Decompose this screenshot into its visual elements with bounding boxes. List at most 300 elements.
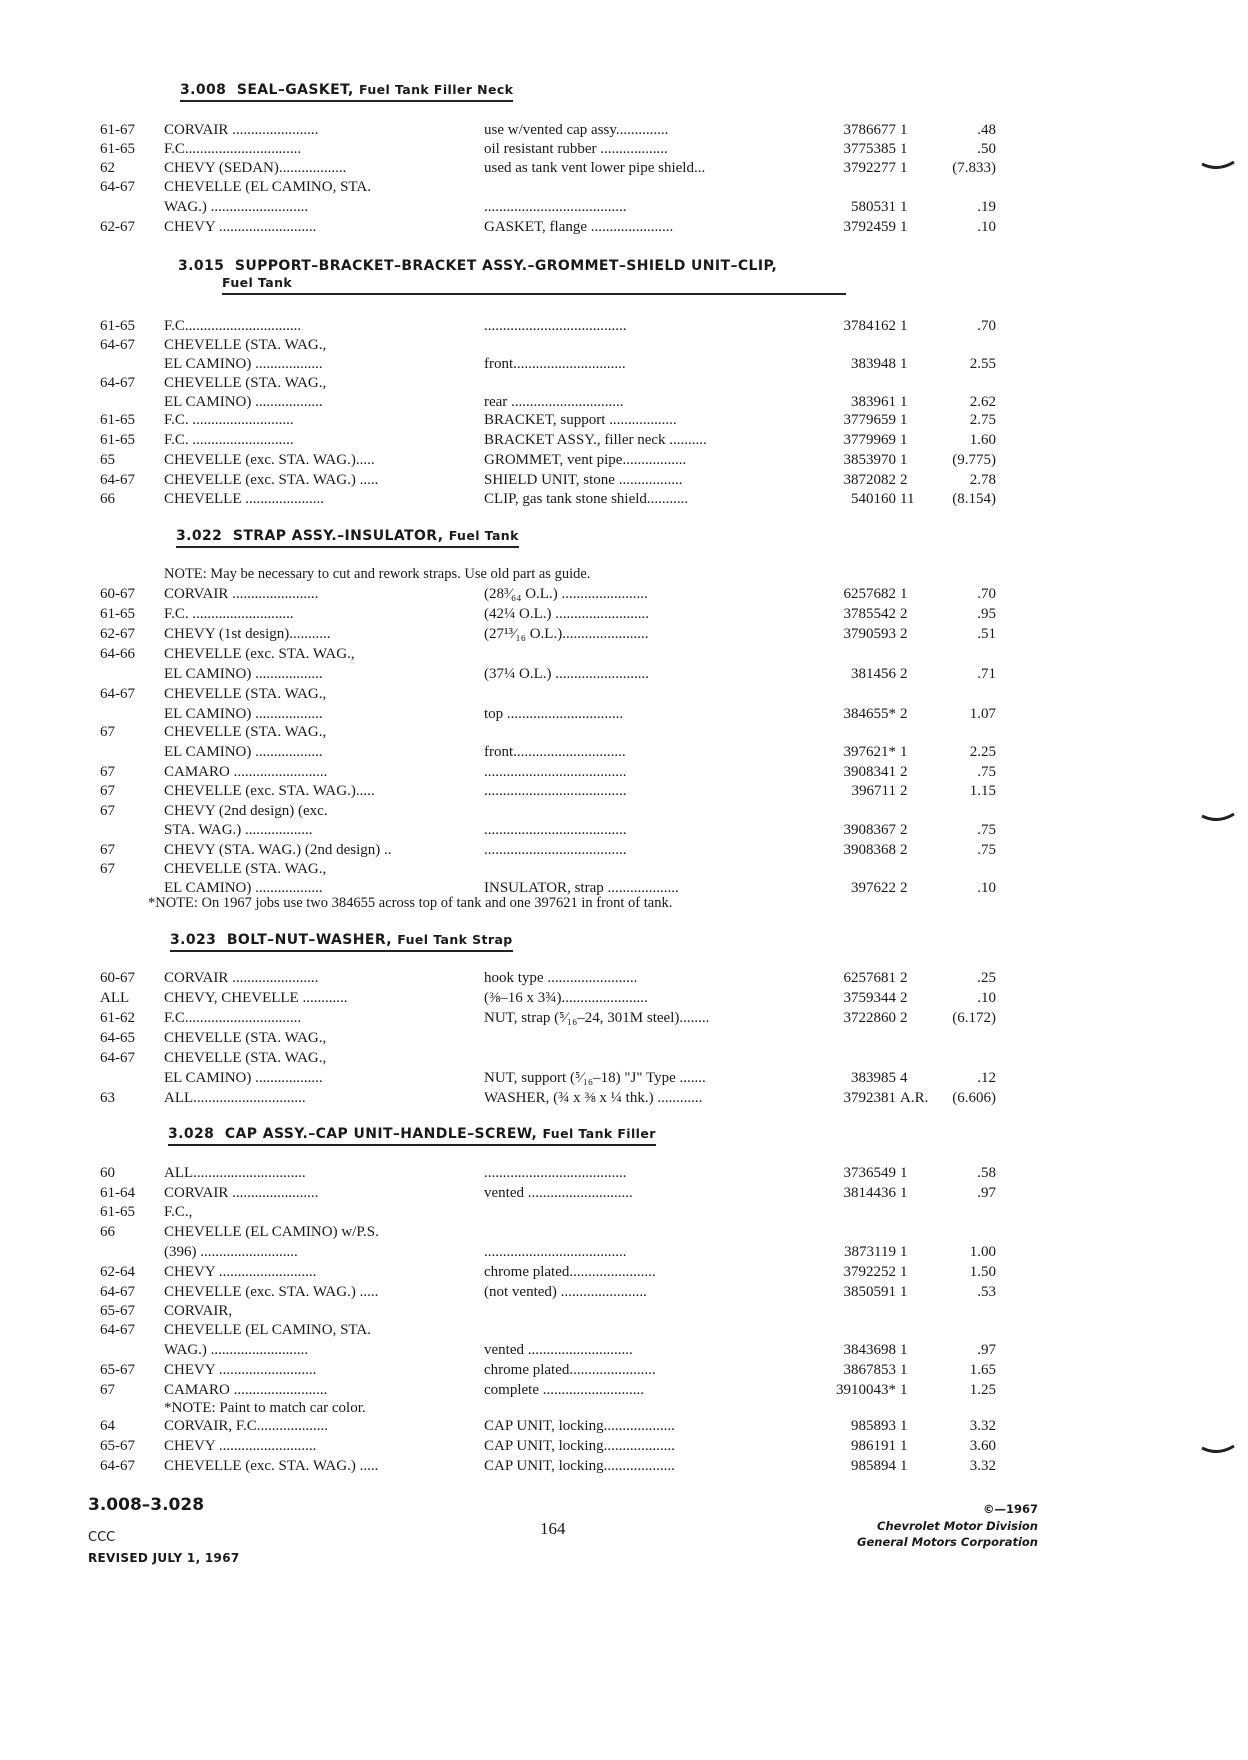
price-cell: .48 <box>977 122 996 138</box>
quantity-cell: 2 <box>900 783 908 799</box>
price-cell: 3.60 <box>969 1438 996 1454</box>
price-cell: (7.833) <box>952 160 996 176</box>
description-cell: (28³⁄₆₄ O.L.) ....................... <box>484 586 648 602</box>
binder-mark-icon <box>1200 160 1236 174</box>
price-cell: 2.62 <box>969 394 996 410</box>
section-title: BOLT–NUT–WASHER, <box>226 932 392 948</box>
page-number: 164 <box>540 1519 566 1538</box>
model-cell: F.C., <box>164 1204 193 1220</box>
description-cell: BRACKET ASSY., filler neck .......... <box>484 432 707 448</box>
table-row <box>0 970 1248 990</box>
year-cell: 63 <box>100 1090 115 1106</box>
model-cell: CHEVELLE (STA. WAG., <box>164 686 327 702</box>
price-cell: 1.50 <box>969 1264 996 1280</box>
table-row <box>0 1342 1248 1362</box>
description-cell: ...................................... <box>484 822 627 838</box>
description-cell: NUT, support (⁵⁄₁₆–18) "J" Type ....... <box>484 1070 706 1086</box>
year-cell: 64-67 <box>100 375 135 391</box>
part-number-cell: 580531 <box>851 199 896 215</box>
price-cell: .53 <box>977 1284 996 1300</box>
table-row <box>0 1400 1248 1420</box>
price-cell: 2.55 <box>969 356 996 372</box>
table-row <box>0 764 1248 784</box>
model-cell: F.C. ........................... <box>164 412 294 428</box>
price-cell: .71 <box>977 666 996 682</box>
model-cell: CHEVELLE (STA. WAG., <box>164 1050 327 1066</box>
price-cell: .19 <box>977 199 996 215</box>
price-cell: 1.07 <box>969 706 996 722</box>
quantity-cell: 2 <box>900 666 908 682</box>
quantity-cell: 2 <box>900 1010 908 1026</box>
part-number-cell: 383948 <box>851 356 896 372</box>
section-number: 3.023 <box>170 932 217 948</box>
model-cell: CHEVELLE (STA. WAG., <box>164 375 327 391</box>
model-cell: CHEVELLE (EL CAMINO) w/P.S. <box>164 1224 379 1240</box>
quantity-cell: 2 <box>900 606 908 622</box>
part-number-cell: 985894 <box>851 1458 896 1474</box>
table-row <box>0 394 1248 414</box>
part-number-cell: 6257682 <box>843 586 896 602</box>
section-header-3-028 <box>168 1126 656 1146</box>
description-cell: (⅜–16 x 3¾)....................... <box>484 990 648 1006</box>
price-cell: (8.154) <box>952 491 996 507</box>
quantity-cell: 1 <box>900 1382 908 1398</box>
year-cell: 67 <box>100 783 115 799</box>
year-cell: 61-65 <box>100 412 135 428</box>
year-cell: 65-67 <box>100 1438 135 1454</box>
section-number: 3.015 <box>178 258 225 274</box>
table-row <box>0 822 1248 842</box>
part-number-cell: 397622 <box>851 880 896 896</box>
year-cell: 65 <box>100 452 115 468</box>
part-number-cell: 3792252 <box>843 1264 896 1280</box>
quantity-cell: 1 <box>900 1458 908 1474</box>
part-number-cell: 3850591 <box>843 1284 896 1300</box>
description-cell: ...................................... <box>484 318 627 334</box>
model-cell: CORVAIR, <box>164 1303 233 1319</box>
table-row <box>0 160 1248 180</box>
year-cell: 61-65 <box>100 1204 135 1220</box>
part-number-cell: 3722860 <box>843 1010 896 1026</box>
part-number-cell: 3792381 <box>843 1090 896 1106</box>
year-cell: 67 <box>100 803 115 819</box>
description-cell: (not vented) ....................... <box>484 1284 647 1300</box>
model-cell: F.C............................... <box>164 141 302 157</box>
model-cell: WAG.) .......................... <box>164 1342 309 1358</box>
price-cell: .75 <box>977 764 996 780</box>
model-cell: CHEVELLE (EL CAMINO, STA. <box>164 1322 371 1338</box>
table-row <box>0 586 1248 606</box>
model-cell: EL CAMINO) .................. <box>164 356 323 372</box>
footer-revised-date: REVISED JULY 1, 1967 <box>88 1551 240 1565</box>
description-cell: use w/vented cap assy.............. <box>484 122 669 138</box>
year-cell: 64-65 <box>100 1030 135 1046</box>
table-row <box>0 842 1248 862</box>
year-cell: 61-64 <box>100 1185 135 1201</box>
year-cell: 62-64 <box>100 1264 135 1280</box>
year-cell: 67 <box>100 764 115 780</box>
model-cell: CHEVELLE (STA. WAG., <box>164 861 327 877</box>
section-number: 3.028 <box>168 1126 215 1142</box>
description-cell: CAP UNIT, locking................... <box>484 1418 675 1434</box>
year-cell: 61-67 <box>100 122 135 138</box>
table-row <box>0 1010 1248 1030</box>
price-cell: 1.15 <box>969 783 996 799</box>
quantity-cell: 2 <box>900 842 908 858</box>
description-cell: (37¼ O.L.) ......................... <box>484 666 649 682</box>
year-cell: 65-67 <box>100 1303 135 1319</box>
year-cell: 64 <box>100 1418 115 1434</box>
part-number-cell: 3908341 <box>843 764 896 780</box>
table-row <box>0 1284 1248 1304</box>
part-number-cell: 3736549 <box>843 1165 896 1181</box>
price-cell: 1.60 <box>969 432 996 448</box>
description-cell: hook type ........................ <box>484 970 638 986</box>
description-cell: CAP UNIT, locking................... <box>484 1458 675 1474</box>
quantity-cell: 1 <box>900 1284 908 1300</box>
part-number-cell: 986191 <box>851 1438 896 1454</box>
year-cell: 66 <box>100 1224 115 1240</box>
section-subtitle: Fuel Tank <box>448 528 519 543</box>
model-cell: CORVAIR ....................... <box>164 970 319 986</box>
price-cell: 2.75 <box>969 412 996 428</box>
quantity-cell: 1 <box>900 356 908 372</box>
part-number-cell: 3792277 <box>843 160 896 176</box>
table-row <box>0 122 1248 142</box>
year-cell: 67 <box>100 861 115 877</box>
table-row <box>0 412 1248 432</box>
part-number-cell: 3784162 <box>843 318 896 334</box>
section-header-3-015 <box>178 258 777 276</box>
description-cell: ...................................... <box>484 1165 627 1181</box>
table-row <box>0 1224 1248 1244</box>
quantity-cell: 1 <box>900 452 908 468</box>
quantity-cell: 1 <box>900 1438 908 1454</box>
year-cell: ALL <box>100 990 130 1006</box>
part-number-cell: 3843698 <box>843 1342 896 1358</box>
price-cell: 3.32 <box>969 1458 996 1474</box>
description-cell: rear .............................. <box>484 394 624 410</box>
table-row <box>0 219 1248 239</box>
description-cell: front.............................. <box>484 744 626 760</box>
model-cell: CHEVY .......................... <box>164 1264 317 1280</box>
table-row <box>0 744 1248 764</box>
model-cell: EL CAMINO) .................. <box>164 706 323 722</box>
section-number: 3.022 <box>176 528 223 544</box>
part-number-cell: 3908367 <box>843 822 896 838</box>
model-cell: EL CAMINO) .................. <box>164 666 323 682</box>
quantity-cell: 1 <box>900 160 908 176</box>
year-cell: 61-62 <box>100 1010 135 1026</box>
part-number-cell: 540160 <box>851 491 896 507</box>
quantity-cell: 1 <box>900 394 908 410</box>
model-cell: CAMARO ......................... <box>164 1382 328 1398</box>
description-cell: (42¼ O.L.) ......................... <box>484 606 649 622</box>
model-cell: WAG.) .......................... <box>164 199 309 215</box>
model-cell: CHEVELLE (STA. WAG., <box>164 724 327 740</box>
model-cell: CHEVELLE (exc. STA. WAG.) ..... <box>164 1458 379 1474</box>
price-cell: .75 <box>977 842 996 858</box>
model-cell: F.C............................... <box>164 318 302 334</box>
year-cell: 66 <box>100 491 115 507</box>
description-cell: CLIP, gas tank stone shield........... <box>484 491 689 507</box>
price-cell: .51 <box>977 626 996 642</box>
model-cell: ALL.............................. <box>164 1090 306 1106</box>
table-row <box>0 1458 1248 1478</box>
part-number-cell: 397621* <box>843 744 896 760</box>
year-cell: 65-67 <box>100 1362 135 1378</box>
binder-mark-icon <box>1200 812 1236 826</box>
table-row <box>0 666 1248 686</box>
description-cell: WASHER, (¾ x ⅜ x ¼ thk.) ............ <box>484 1090 703 1106</box>
quantity-cell: 1 <box>900 1264 908 1280</box>
price-cell: 1.65 <box>969 1362 996 1378</box>
price-cell: .70 <box>977 586 996 602</box>
price-cell: .95 <box>977 606 996 622</box>
model-cell: CHEVELLE (STA. WAG., <box>164 1030 327 1046</box>
model-cell: (396) .......................... <box>164 1244 298 1260</box>
model-cell: CHEVELLE (exc. STA. WAG.) ..... <box>164 472 379 488</box>
year-cell: 67 <box>100 724 115 740</box>
part-number-cell: 3872082 <box>843 472 896 488</box>
year-cell: 64-67 <box>100 179 135 195</box>
table-row <box>0 606 1248 626</box>
table-row <box>0 1438 1248 1458</box>
model-cell: CHEVY (2nd design) (exc. <box>164 803 328 819</box>
price-cell: .58 <box>977 1165 996 1181</box>
quantity-cell: 2 <box>900 970 908 986</box>
description-cell: chrome plated....................... <box>484 1362 656 1378</box>
model-cell: ALL.............................. <box>164 1165 306 1181</box>
year-cell: 64-67 <box>100 337 135 353</box>
table-row <box>0 1185 1248 1205</box>
year-cell: 64-67 <box>100 1458 135 1474</box>
model-cell: EL CAMINO) .................. <box>164 394 323 410</box>
price-cell: 1.25 <box>969 1382 996 1398</box>
quantity-cell: 1 <box>900 1185 908 1201</box>
year-cell: 62-67 <box>100 219 135 235</box>
model-cell: *NOTE: Paint to match car color. <box>164 1400 366 1416</box>
section-note: NOTE: May be necessary to cut and rework straps. Use old part as guide. <box>164 566 591 582</box>
quantity-cell: 4 <box>900 1070 908 1086</box>
table-row <box>0 990 1248 1010</box>
description-cell: ...................................... <box>484 199 627 215</box>
year-cell: 64-67 <box>100 686 135 702</box>
part-number-cell: 3779969 <box>843 432 896 448</box>
quantity-cell: 1 <box>900 1244 908 1260</box>
table-row <box>0 491 1248 511</box>
table-row <box>0 861 1248 881</box>
part-number-cell: 383985 <box>851 1070 896 1086</box>
description-cell: oil resistant rubber .................. <box>484 141 668 157</box>
quantity-cell: 1 <box>900 219 908 235</box>
description-cell: SHIELD UNIT, stone ................. <box>484 472 683 488</box>
description-cell: vented ............................ <box>484 1342 633 1358</box>
section-subtitle: Fuel Tank Filler <box>542 1126 656 1141</box>
model-cell: STA. WAG.) .................. <box>164 822 313 838</box>
model-cell: CHEVELLE (STA. WAG., <box>164 337 327 353</box>
part-number-cell: 985893 <box>851 1418 896 1434</box>
description-cell: complete ........................... <box>484 1382 644 1398</box>
quantity-cell: 1 <box>900 744 908 760</box>
model-cell: EL CAMINO) .................. <box>164 1070 323 1086</box>
binder-mark-icon <box>1200 1444 1236 1458</box>
quantity-cell: 1 <box>900 1342 908 1358</box>
section-header-3-023 <box>170 932 513 952</box>
table-row <box>0 1244 1248 1264</box>
footer-division: Chevrolet Motor Division <box>877 1519 1038 1533</box>
table-row <box>0 337 1248 357</box>
model-cell: CHEVELLE (exc. STA. WAG., <box>164 646 355 662</box>
price-cell: (9.775) <box>952 452 996 468</box>
price-cell: .10 <box>977 990 996 1006</box>
model-cell: CHEVY (STA. WAG.) (2nd design) .. <box>164 842 392 858</box>
description-cell: ...................................... <box>484 842 627 858</box>
description-cell: CAP UNIT, locking................... <box>484 1438 675 1454</box>
part-number-cell: 3853970 <box>843 452 896 468</box>
year-cell: 62-67 <box>100 626 135 642</box>
part-number-cell: 3908368 <box>843 842 896 858</box>
model-cell: CHEVY (1st design)........... <box>164 626 331 642</box>
description-cell: used as tank vent lower pipe shield... <box>484 160 706 176</box>
section-header-3-008 <box>180 82 513 102</box>
price-cell: 2.25 <box>969 744 996 760</box>
year-cell: 60 <box>100 1165 115 1181</box>
quantity-cell: 1 <box>900 141 908 157</box>
model-cell: CHEVY, CHEVELLE ............ <box>164 990 348 1006</box>
table-row <box>0 1090 1248 1110</box>
part-number-cell: 3790593 <box>843 626 896 642</box>
model-cell: CHEVELLE (EL CAMINO, STA. <box>164 179 371 195</box>
price-cell: .97 <box>977 1185 996 1201</box>
section-title: SEAL–GASKET, <box>236 82 354 98</box>
quantity-cell: 1 <box>900 122 908 138</box>
description-cell: ...................................... <box>484 764 627 780</box>
part-number-cell: 3910043* <box>836 1382 896 1398</box>
table-row <box>0 1322 1248 1342</box>
quantity-cell: A.R. <box>900 1090 929 1106</box>
table-row <box>0 472 1248 492</box>
table-row <box>0 646 1248 666</box>
price-cell: .97 <box>977 1342 996 1358</box>
part-number-cell: 3792459 <box>843 219 896 235</box>
part-number-cell: 3873119 <box>844 1244 896 1260</box>
model-cell: CORVAIR ....................... <box>164 1185 319 1201</box>
section-title: STRAP ASSY.–INSULATOR, <box>232 528 444 544</box>
price-cell: .25 <box>977 970 996 986</box>
model-cell: CHEVELLE (exc. STA. WAG.) ..... <box>164 1284 379 1300</box>
price-cell: .10 <box>977 880 996 896</box>
description-cell: chrome plated....................... <box>484 1264 656 1280</box>
table-row <box>0 686 1248 706</box>
table-row <box>0 1418 1248 1438</box>
year-cell: 61-65 <box>100 432 135 448</box>
description-cell: vented ............................ <box>484 1185 633 1201</box>
quantity-cell: 1 <box>900 1418 908 1434</box>
model-cell: F.C. ........................... <box>164 432 294 448</box>
footer-copyright: ©—1967 <box>982 1502 1038 1516</box>
section-number: 3.008 <box>180 82 227 98</box>
table-row <box>0 432 1248 452</box>
year-cell: 61-65 <box>100 606 135 622</box>
model-cell: EL CAMINO) .................. <box>164 880 323 896</box>
model-cell: CORVAIR ....................... <box>164 122 319 138</box>
price-cell: .70 <box>977 318 996 334</box>
part-number-cell: 6257681 <box>843 970 896 986</box>
price-cell: .12 <box>977 1070 996 1086</box>
price-cell: 1.00 <box>969 1244 996 1260</box>
model-cell: F.C............................... <box>164 1010 302 1026</box>
description-cell: top ............................... <box>484 706 624 722</box>
description-cell: (27¹³⁄₁₆ O.L.)....................... <box>484 626 649 642</box>
quantity-cell: 1 <box>900 318 908 334</box>
quantity-cell: 11 <box>900 491 915 507</box>
part-number-cell: 396711 <box>851 783 896 799</box>
part-number-cell: 3814436 <box>843 1185 896 1201</box>
section-footnote: *NOTE: On 1967 jobs use two 384655 across top of tank and one 397621 in front of tank. <box>148 895 673 911</box>
quantity-cell: 1 <box>900 586 908 602</box>
year-cell: 64-67 <box>100 1322 135 1338</box>
footer-ccc: CCC <box>88 1530 116 1545</box>
quantity-cell: 2 <box>900 472 908 488</box>
section-subtitle: Fuel Tank Strap <box>397 932 513 947</box>
quantity-cell: 2 <box>900 880 908 896</box>
quantity-cell: 2 <box>900 706 908 722</box>
year-cell: 64-67 <box>100 1284 135 1300</box>
quantity-cell: 1 <box>900 199 908 215</box>
table-row <box>0 179 1248 199</box>
year-cell: 64-66 <box>100 646 135 662</box>
section-header-3-015-line2 <box>222 275 846 295</box>
part-number-cell: 384655* <box>843 706 896 722</box>
description-cell: GASKET, flange ...................... <box>484 219 674 235</box>
table-row <box>0 1165 1248 1185</box>
year-cell: 64-67 <box>100 1050 135 1066</box>
part-number-cell: 3775385 <box>843 141 896 157</box>
price-cell: (6.606) <box>952 1090 996 1106</box>
quantity-cell: 2 <box>900 822 908 838</box>
table-row <box>0 1204 1248 1224</box>
part-number-cell: 3785542 <box>843 606 896 622</box>
model-cell: CORVAIR ....................... <box>164 586 319 602</box>
year-cell: 60-67 <box>100 970 135 986</box>
section-header-3-022 <box>176 528 519 548</box>
table-row <box>0 803 1248 823</box>
part-number-cell: 3786677 <box>843 122 896 138</box>
description-cell: front.............................. <box>484 356 626 372</box>
year-cell: 64-67 <box>100 472 135 488</box>
table-row <box>0 706 1248 726</box>
year-cell: 67 <box>100 842 115 858</box>
year-cell: 60-67 <box>100 586 135 602</box>
quantity-cell: 1 <box>900 432 908 448</box>
quantity-cell: 1 <box>900 1362 908 1378</box>
model-cell: CHEVELLE (exc. STA. WAG.)..... <box>164 452 375 468</box>
footer-corporation: General Motors Corporation <box>857 1535 1038 1549</box>
table-row <box>0 1303 1248 1323</box>
section-title: CAP ASSY.–CAP UNIT–HANDLE–SCREW, <box>224 1126 538 1142</box>
model-cell: F.C. ........................... <box>164 606 294 622</box>
model-cell: CHEVELLE ..................... <box>164 491 324 507</box>
table-row <box>0 1030 1248 1050</box>
quantity-cell: 2 <box>900 626 908 642</box>
description-cell: ...................................... <box>484 1244 627 1260</box>
part-number-cell: 3779659 <box>843 412 896 428</box>
model-cell: CHEVY .......................... <box>164 219 317 235</box>
model-cell: CAMARO ......................... <box>164 764 328 780</box>
table-row <box>0 724 1248 744</box>
table-row <box>0 783 1248 803</box>
